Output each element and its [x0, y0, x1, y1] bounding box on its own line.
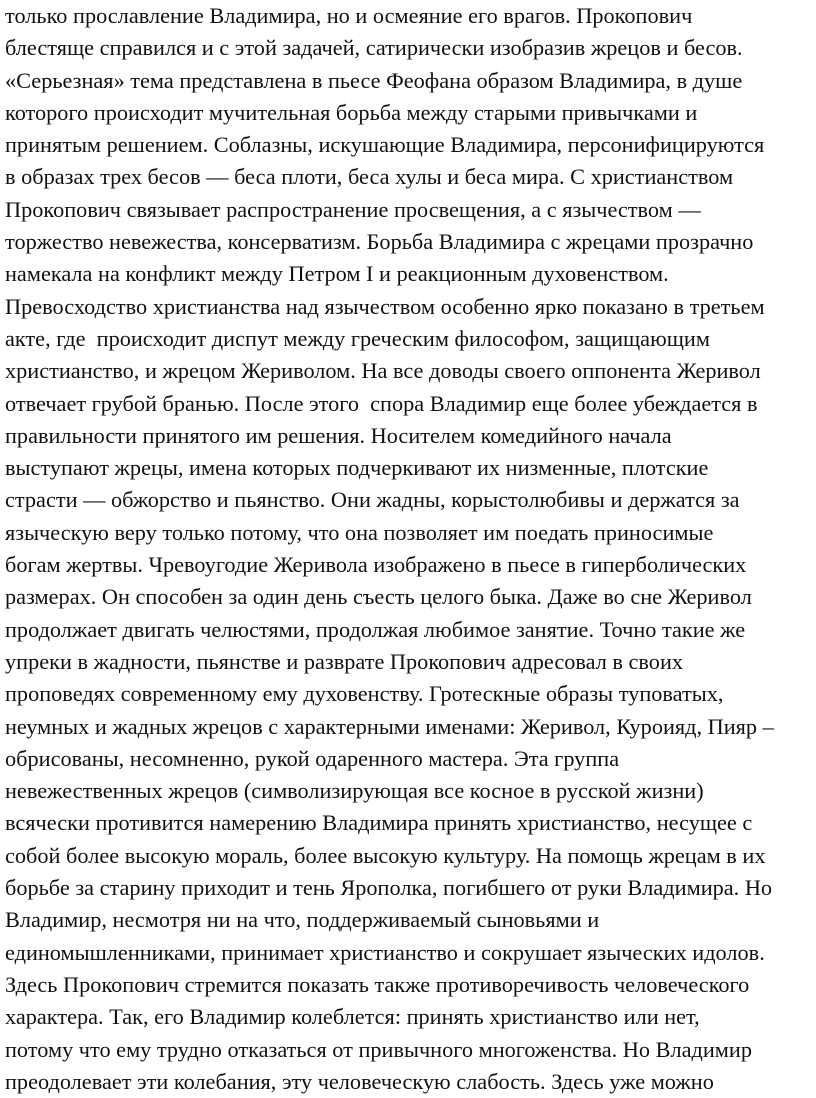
text-line: продолжает двигать челюстями, продолжая любимое занятие. Точно такие же [5, 616, 746, 642]
text-line: неумных и жадных жрецов с характерными именами: Жеривол, Куроияд, Пияр – [5, 713, 774, 739]
text-line: которого происходит мучительная борьба между старыми привычками и [5, 99, 698, 125]
text-line: невежественных жрецов (символизирующая все косное в русской жизни) [5, 778, 704, 804]
text-line: акте, где происходит диспут между греческим философом, защищающим [5, 325, 710, 351]
text-line: только прославление Владимира, но и осмеяние его врагов. Прокопович [5, 3, 693, 28]
text-line: «Серьезная» тема представлена в пьесе Феофана образом Владимира, в душе [5, 67, 743, 93]
text-line: проповедях современному ему духовенству. Гротескные образы туповатых, [5, 681, 724, 707]
text-line: отвечает грубой бранью. После этого спора Владимир еще более убеждается в [5, 390, 758, 416]
text-line: правильности принятого им решения. Носителем комедийного начала [5, 422, 672, 448]
text-line: в образах трех бесов — беса плоти, беса хулы и беса мира. С христианством [5, 164, 734, 190]
text-line: страсти — обжорство и пьянство. Они жадны, корыстолюбивы и держатся за [5, 487, 740, 513]
text-line: языческую веру только потому, что она позволяет им поедать приносимые [5, 519, 714, 545]
text-line: обрисованы, несомненно, рукой одаренного мастера. Эта группа [5, 745, 620, 771]
text-line: характера. Так, его Владимир колеблется: принять христианство или нет, [5, 1004, 700, 1030]
text-line: всячески противится намерению Владимира принять христианство, несущее с [5, 810, 753, 836]
text-line: размерах. Он способен за один день съесть целого быка. Даже во сне Жеривол [5, 584, 752, 610]
text-line: богам жертвы. Чревоугодие Жеривола изображено в пьесе в гиперболических [5, 552, 747, 578]
text-line: потому что ему трудно отказаться от привычного многоженства. Но Владимир [5, 1036, 752, 1062]
body-text [5, 0, 811, 1098]
text-line: принятым решением. Соблазны, искушающие Владимира, персонифицируются [5, 132, 765, 158]
text-line: христианство, и жрецом Жериволом. На все доводы своего оппонента Жеривол [5, 358, 761, 384]
text-line: борьбе за старину приходит и тень Ярополка, погибшего от руки Владимира. Но [5, 875, 773, 901]
text-line: Здесь Прокопович стремится показать также противоречивость человеческого [5, 971, 750, 997]
text-line: блестяще справился и с этой задачей, сатирически изобразив жрецов и бесов. [5, 35, 743, 61]
text-line: выступают жрецы, имена которых подчеркивают их низменные, плотские [5, 455, 709, 481]
text-line: упреки в жадности, пьянстве и разврате Прокопович адресовал в своих [5, 648, 684, 674]
text-line: Прокопович связывает распространение просвещения, а с язычеством — [5, 196, 701, 222]
text-line: единомышленниками, принимает христианство и сокрушает языческих идолов. [5, 939, 765, 965]
text-line: Владимир, несмотря ни на что, поддерживаемый сыновьями и [5, 907, 600, 933]
text-line: собой более высокую мораль, более высокую культуру. На помощь жрецам в их [5, 842, 766, 868]
text-line: намекала на конфликт между Петром I и реакционным духовенством. [5, 261, 669, 287]
text-line: торжество невежества, консерватизм. Борьба Владимира с жрецами прозрачно [5, 229, 754, 255]
text-line: преодолевает эти колебания, эту человеческую слабость. Здесь уже можно [5, 1068, 714, 1094]
text-line: Превосходство христианства над язычеством особенно ярко показано в третьем [5, 293, 765, 319]
